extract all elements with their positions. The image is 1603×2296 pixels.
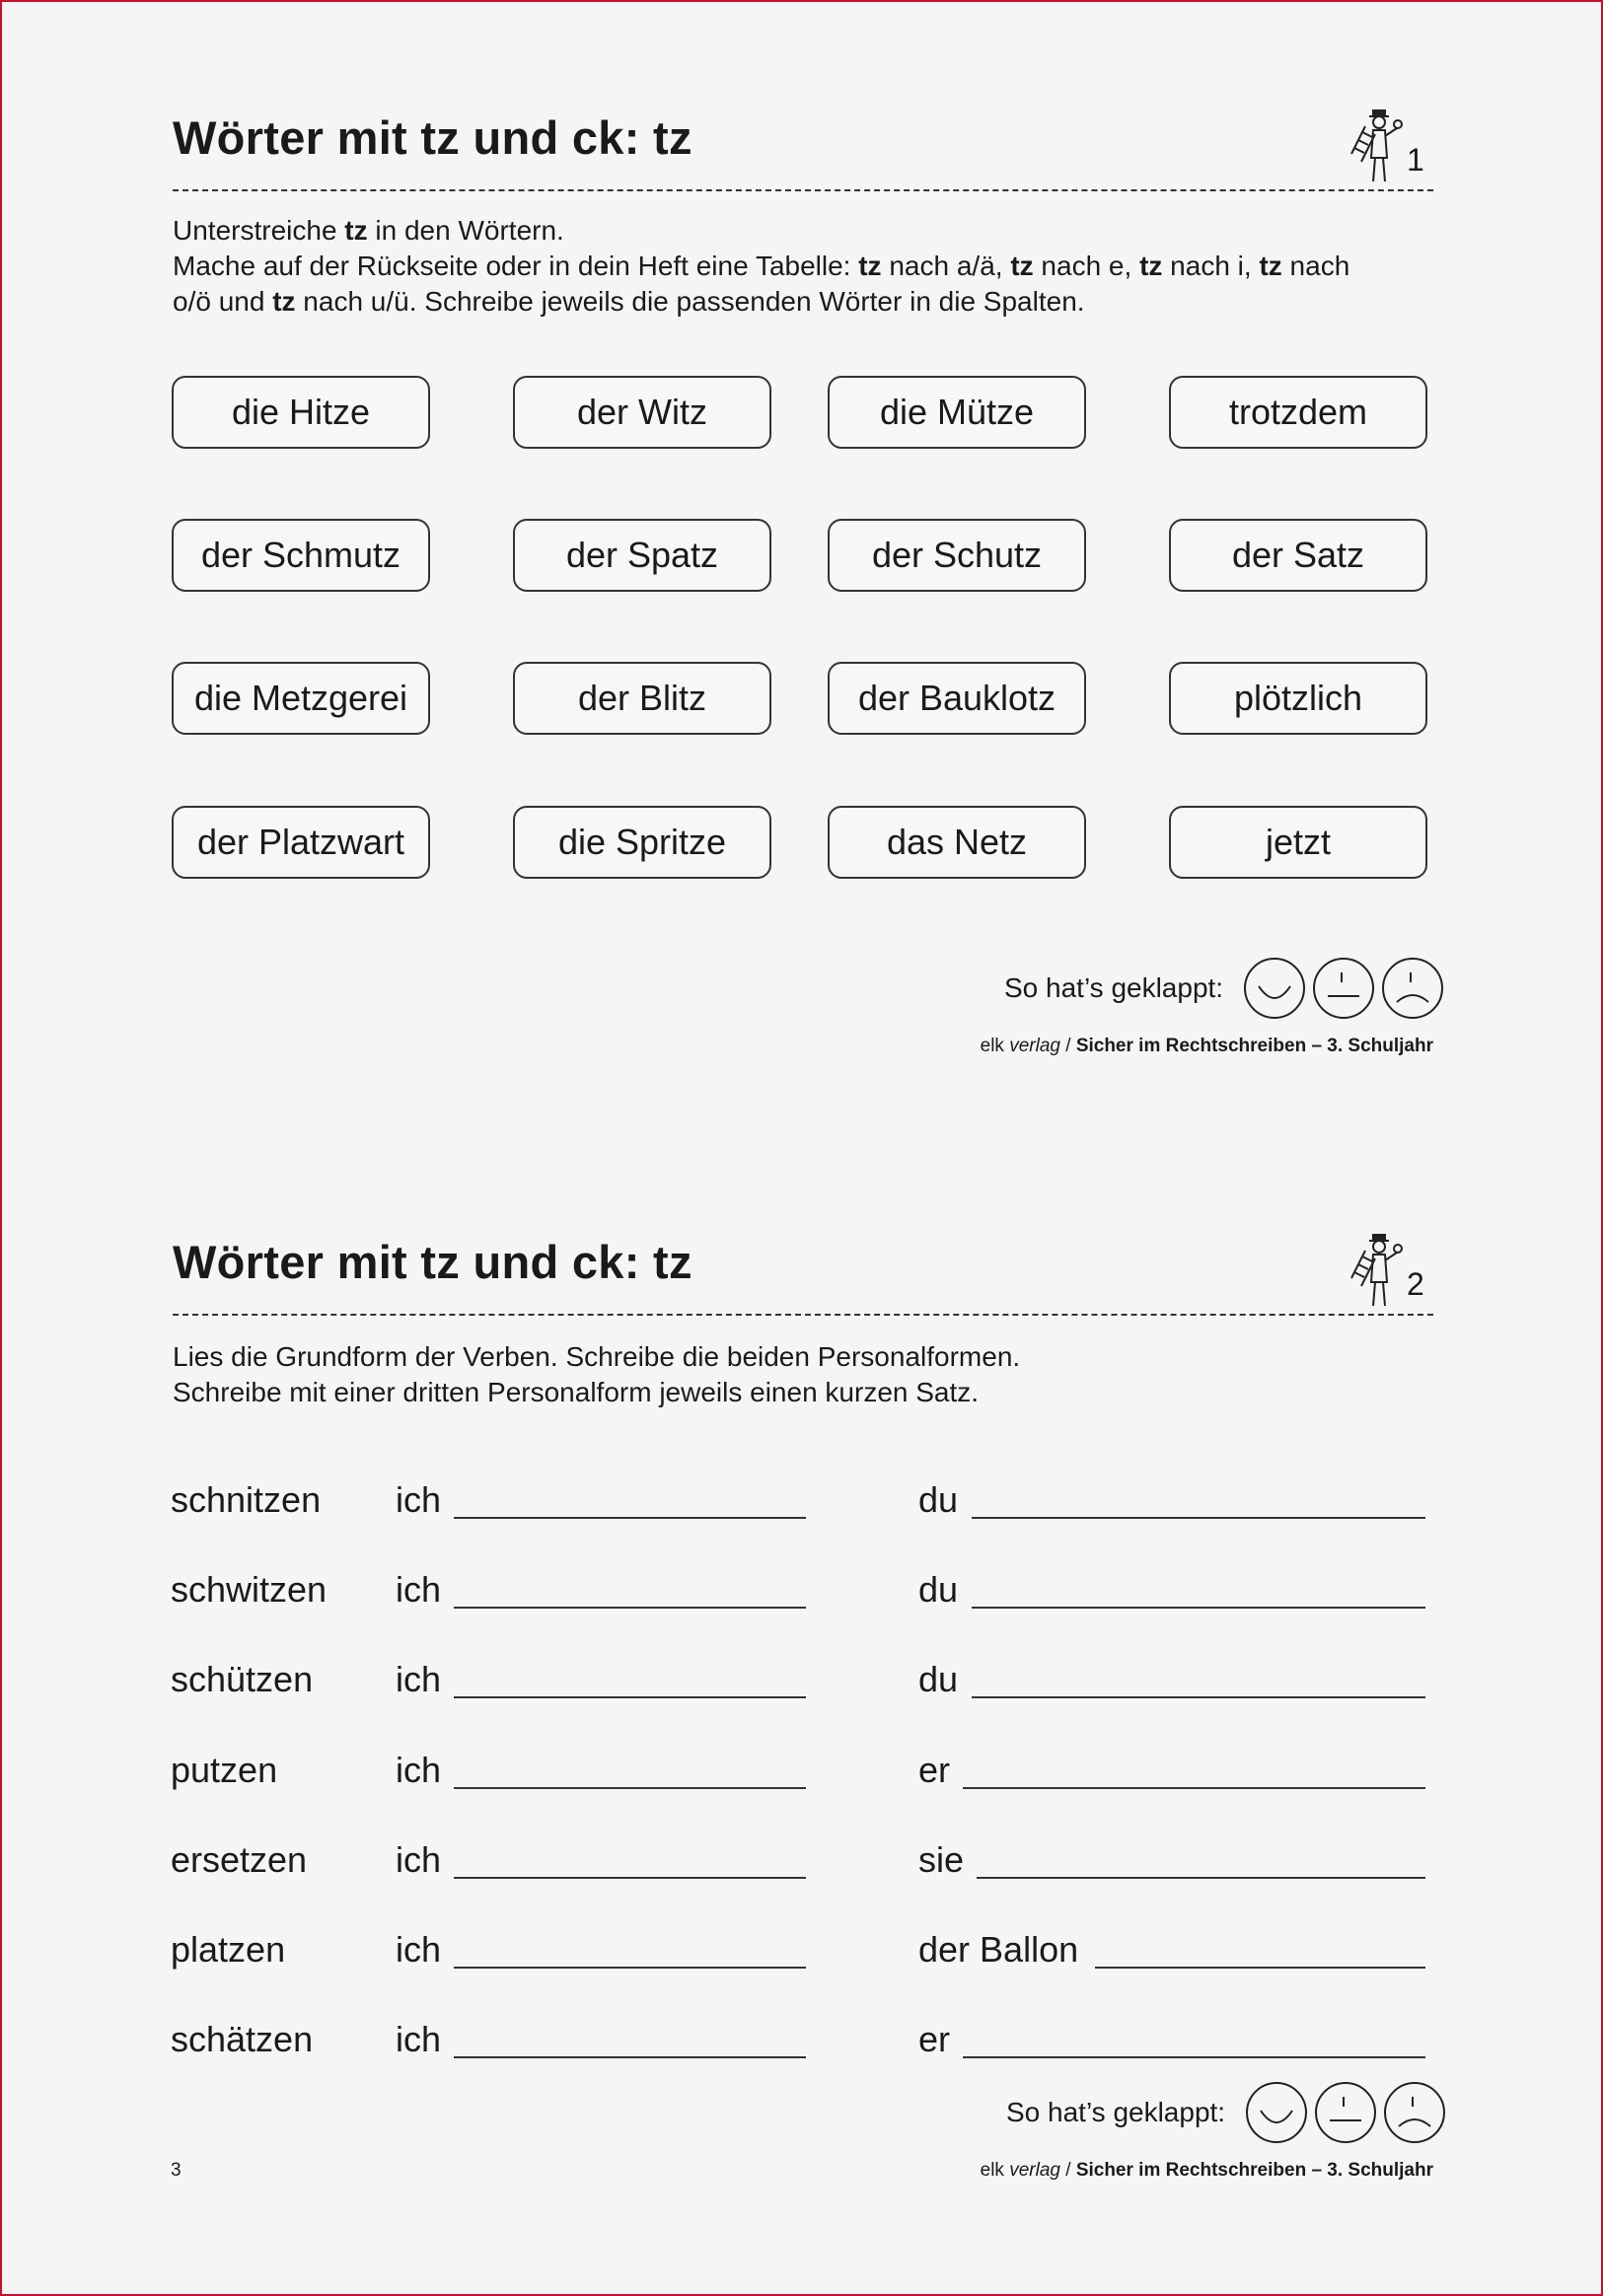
sheet1-badge xyxy=(1344,107,1432,195)
happy-face-icon[interactable] xyxy=(1245,2081,1308,2144)
sheet1-dashed-divider xyxy=(173,189,1433,191)
pronoun-label: du xyxy=(918,1479,959,1520)
pronoun-label: sie xyxy=(918,1839,965,1880)
answer-line[interactable] xyxy=(972,1517,1425,1519)
rating-label: So hat’s geklappt: xyxy=(1004,972,1224,1003)
answer-line[interactable] xyxy=(972,1607,1425,1609)
answer-line[interactable] xyxy=(454,1607,806,1609)
sheet1-title: Wörter mit tz und ck: tz xyxy=(173,111,692,164)
word-card[interactable]: der Schutz xyxy=(828,519,1086,592)
sheet2-title: Wörter mit tz und ck: tz xyxy=(173,1236,692,1288)
chimney-sweep-icon xyxy=(1344,1231,1403,1312)
sheet2-credit: elk verlag / Sicher im Rechtschreiben – 3. Schuljahr xyxy=(980,2160,1433,2181)
word-card[interactable]: jetzt xyxy=(1169,806,1427,879)
pronoun-label: ich xyxy=(396,2019,442,2059)
pronoun-label: ich xyxy=(396,1479,442,1520)
word-card[interactable]: der Bauklotz xyxy=(828,662,1086,735)
neutral-face-icon[interactable] xyxy=(1314,2081,1377,2144)
word-card[interactable]: trotzdem xyxy=(1169,376,1427,449)
happy-face-icon[interactable] xyxy=(1243,957,1306,1020)
answer-line[interactable] xyxy=(963,1787,1425,1789)
sad-face-icon[interactable] xyxy=(1383,2081,1446,2144)
page-number: 3 xyxy=(171,2160,182,2181)
sheet1-instruction-3: o/ö und tz nach u/ü. Schreibe jeweils die passenden Wörter in die Spalten. xyxy=(173,286,1085,317)
word-card[interactable]: der Schmutz xyxy=(172,519,430,592)
sad-face-icon[interactable] xyxy=(1381,957,1444,1020)
answer-line[interactable] xyxy=(454,1877,806,1879)
word-card[interactable]: der Witz xyxy=(513,376,771,449)
pronoun-label: du xyxy=(918,1659,959,1699)
sheet2-instruction-2: Schreibe mit einer dritten Personalform jeweils einen kurzen Satz. xyxy=(173,1377,980,1407)
sheet2-number: 2 xyxy=(1407,1266,1424,1302)
answer-line[interactable] xyxy=(454,1517,806,1519)
word-card[interactable]: die Hitze xyxy=(172,376,430,449)
word-card[interactable]: der Satz xyxy=(1169,519,1427,592)
word-card[interactable]: die Mütze xyxy=(828,376,1086,449)
word-card[interactable]: der Platzwart xyxy=(172,806,430,879)
sheet1-instruction-1: Unterstreiche tz in den Wörtern. xyxy=(173,215,564,246)
pronoun-label: ich xyxy=(396,1750,442,1790)
sheet2-instructions xyxy=(173,1339,1020,1410)
answer-line[interactable] xyxy=(977,1877,1425,1879)
verb-infinitive: schätzen xyxy=(171,2019,314,2059)
neutral-face-icon[interactable] xyxy=(1312,957,1375,1020)
sheet1-rating xyxy=(1004,957,1444,1020)
pronoun-label: er xyxy=(918,1750,951,1790)
verb-infinitive: platzen xyxy=(171,1929,286,1970)
rating-label: So hat’s geklappt: xyxy=(1006,2097,1226,2127)
sheet2-instruction-1: Lies die Grundform der Verben. Schreibe die beiden Personalformen. xyxy=(173,1341,1021,1372)
answer-line[interactable] xyxy=(454,1696,806,1698)
answer-line[interactable] xyxy=(972,1696,1425,1698)
pronoun-label: ich xyxy=(396,1659,442,1699)
pronoun-label: ich xyxy=(396,1929,442,1970)
verb-infinitive: putzen xyxy=(171,1750,278,1790)
answer-line[interactable] xyxy=(454,1967,806,1969)
word-card[interactable]: plötzlich xyxy=(1169,662,1427,735)
answer-line[interactable] xyxy=(454,2056,806,2058)
answer-line[interactable] xyxy=(1095,1967,1425,1969)
word-card[interactable]: die Spritze xyxy=(513,806,771,879)
pronoun-label: er xyxy=(918,2019,951,2059)
verb-infinitive: schnitzen xyxy=(171,1479,322,1520)
answer-line[interactable] xyxy=(454,1787,806,1789)
sheet2-badge xyxy=(1344,1231,1432,1320)
verb-infinitive: schwitzen xyxy=(171,1569,328,1610)
pronoun-label: der Ballon xyxy=(918,1929,1079,1970)
pronoun-label: ich xyxy=(396,1839,442,1880)
answer-line[interactable] xyxy=(963,2056,1425,2058)
sheet1-instructions xyxy=(173,213,1349,320)
sheet2-rating xyxy=(1006,2081,1446,2144)
word-card[interactable]: der Blitz xyxy=(513,662,771,735)
word-card[interactable]: der Spatz xyxy=(513,519,771,592)
sheet2-dashed-divider xyxy=(173,1314,1433,1316)
pronoun-label: ich xyxy=(396,1569,442,1610)
chimney-sweep-icon xyxy=(1344,107,1403,187)
verb-infinitive: schützen xyxy=(171,1659,314,1699)
sheet1-credit: elk verlag / Sicher im Rechtschreiben – 3. Schuljahr xyxy=(980,1036,1433,1056)
verb-infinitive: ersetzen xyxy=(171,1839,308,1880)
pronoun-label: du xyxy=(918,1569,959,1610)
word-card[interactable]: das Netz xyxy=(828,806,1086,879)
word-card[interactable]: die Metzgerei xyxy=(172,662,430,735)
sheet1-instruction-2: Mache auf der Rückseite oder in dein Heft eine Tabelle: tz nach a/ä, tz nach e, tz nach i, tz nach xyxy=(173,251,1350,281)
sheet1-number: 1 xyxy=(1407,142,1424,178)
